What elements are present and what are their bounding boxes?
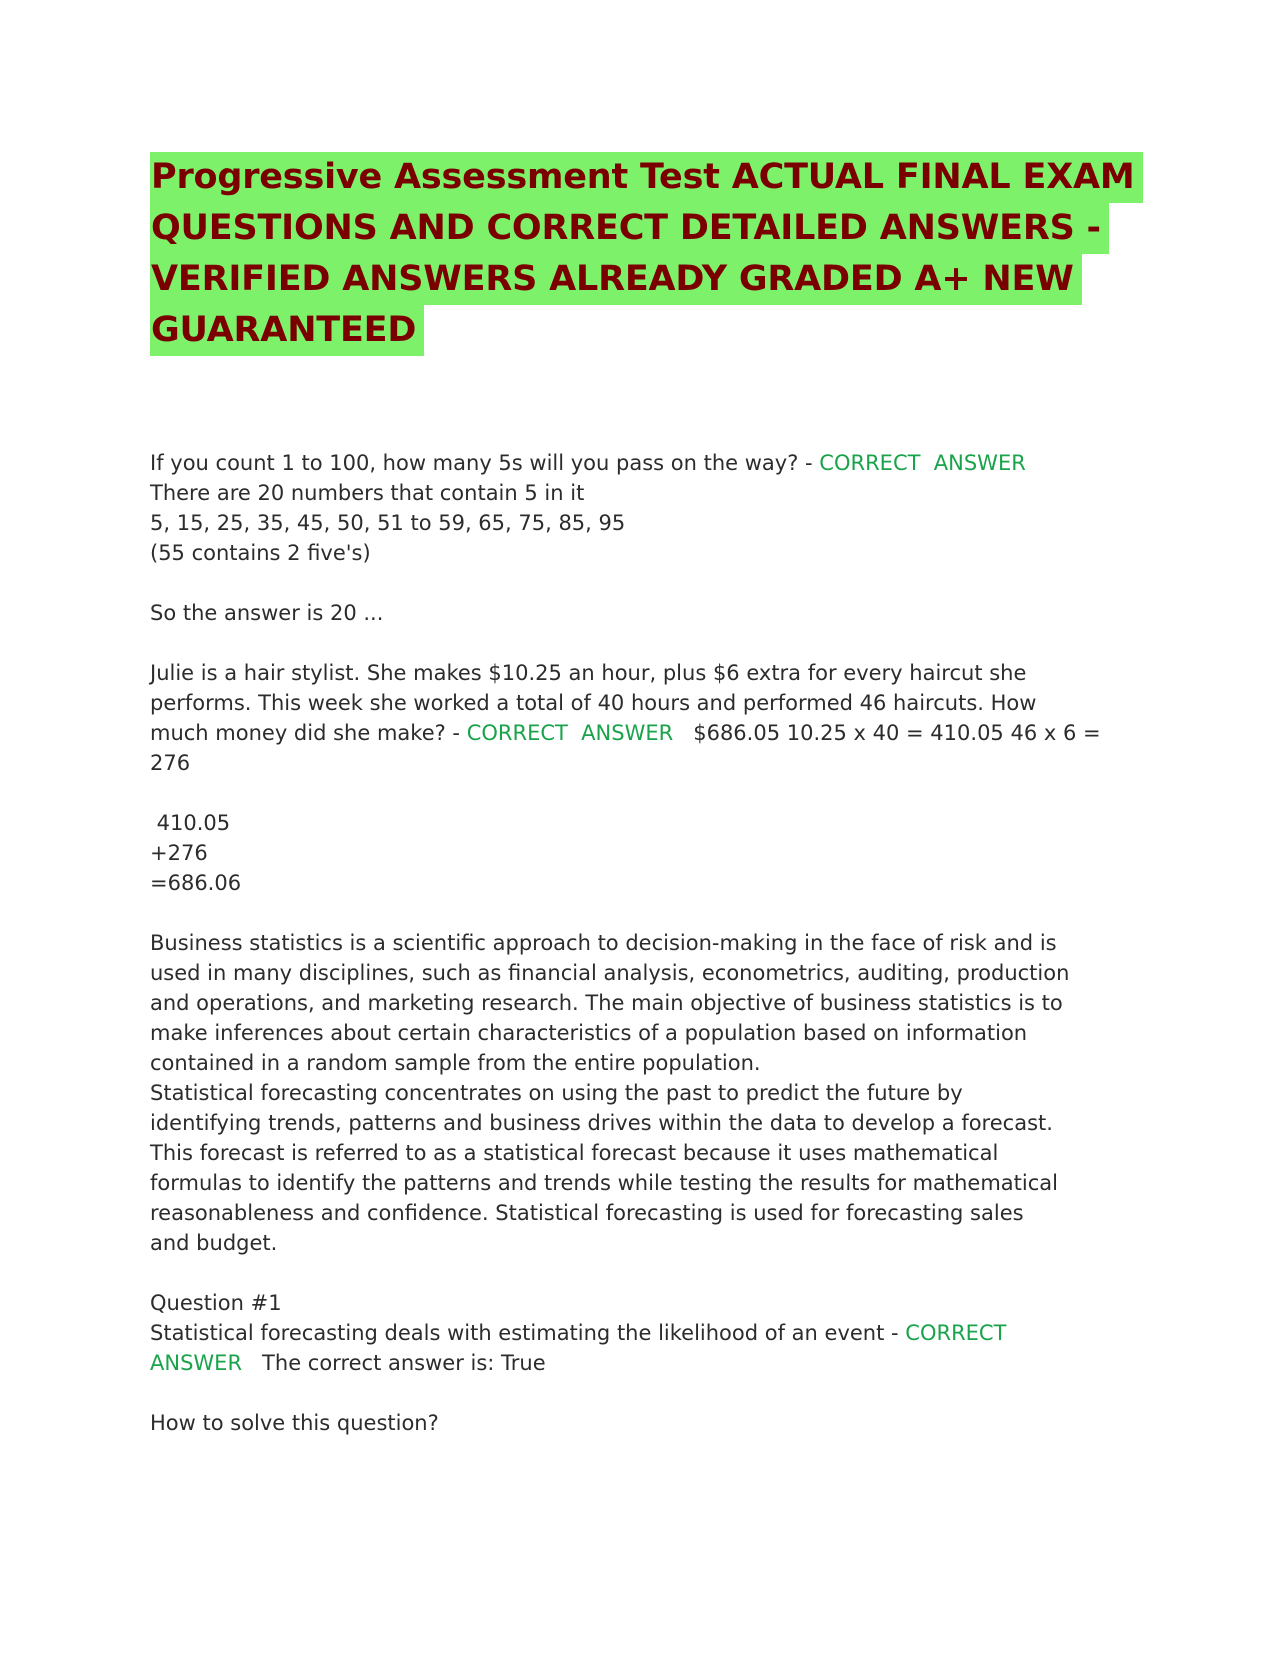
q2-calc-line-1: 410.05	[150, 811, 231, 835]
spacer	[150, 898, 1135, 928]
q3-line-2	[150, 1348, 1135, 1378]
paragraph-line-9: formulas to identify the patterns and trends while testing the results for mathematical	[150, 1171, 1058, 1195]
paragraph-line-6: Statistical forecasting concentrates on using the past to predict the future by	[150, 1081, 963, 1105]
title-line-4: GUARANTEED	[150, 305, 424, 356]
title-line-2: QUESTIONS AND CORRECT DETAILED ANSWERS -	[150, 203, 1109, 254]
q2-line-3	[150, 718, 1135, 748]
q3-answer-text: The correct answer is: True	[242, 1351, 546, 1375]
q1-answer-label: CORRECT ANSWER	[819, 451, 1026, 475]
paragraph-line-1: Business statistics is a scientific approach to decision-making in the face of risk and is	[150, 931, 1057, 955]
spacer	[150, 628, 1135, 658]
q1-question: If you count 1 to 100, how many 5s will you pass on the way? -	[150, 451, 820, 475]
spacer	[150, 1258, 1135, 1288]
q2-line-4: 276	[150, 751, 191, 775]
q1-answer-line-2: 5, 15, 25, 35, 45, 50, 51 to 59, 65, 75, 85, 95	[150, 511, 626, 535]
q2-line-2: performs. This week she worked a total of 40 hours and performed 46 haircuts. How	[150, 691, 1037, 715]
q2-calc-line-3: =686.06	[150, 871, 242, 895]
q1-answer-line-1: There are 20 numbers that contain 5 in it	[150, 481, 585, 505]
paragraph-line-11: and budget.	[150, 1231, 278, 1255]
q3-heading: Question #1	[150, 1291, 282, 1315]
paragraph-line-4: make inferences about certain characteristics of a population based on information	[150, 1021, 1028, 1045]
q2-question-end: much money did she make? -	[150, 721, 467, 745]
title-line-1: Progressive Assessment Test ACTUAL FINAL EXAM	[150, 152, 1143, 203]
q2-answer-text: $686.05 10.25 x 40 = 410.05 46 x 6 =	[673, 721, 1101, 745]
document-body	[150, 448, 1135, 1438]
paragraph-line-10: reasonableness and confidence. Statistical forecasting is used for forecasting sales	[150, 1201, 1024, 1225]
paragraph-line-3: and operations, and marketing research. The main objective of business statistics is to	[150, 991, 1063, 1015]
q1-conclusion: So the answer is 20 ...	[150, 601, 384, 625]
document-page	[150, 152, 1135, 1438]
document-title	[150, 152, 1135, 356]
spacer	[150, 568, 1135, 598]
q2-answer-label: CORRECT ANSWER	[466, 721, 674, 745]
paragraph-line-2: used in many disciplines, such as financial analysis, econometrics, auditing, production	[150, 961, 1070, 985]
paragraph-line-7: identifying trends, patterns and business drives within the data to develop a forecast.	[150, 1111, 1053, 1135]
title-line-3: VERIFIED ANSWERS ALREADY GRADED A+ NEW	[150, 254, 1082, 305]
q2-calc-line-2: +276	[150, 841, 208, 865]
q3-answer-label-part-1: CORRECT	[905, 1321, 1007, 1345]
q3-line-1	[150, 1318, 1135, 1348]
q1-answer-line-3: (55 contains 2 five's)	[150, 541, 371, 565]
spacer	[150, 778, 1135, 808]
q2-line-1: Julie is a hair stylist. She makes $10.25 an hour, plus $6 extra for every haircut she	[150, 661, 1027, 685]
spacer	[150, 1378, 1135, 1408]
paragraph-line-5: contained in a random sample from the entire population.	[150, 1051, 761, 1075]
q3-answer-label-part-2: ANSWER	[150, 1351, 243, 1375]
q3-followup: How to solve this question?	[150, 1411, 439, 1435]
q1-question-line	[150, 448, 1135, 478]
q3-question: Statistical forecasting deals with estimating the likelihood of an event -	[150, 1321, 906, 1345]
paragraph-line-8: This forecast is referred to as a statistical forecast because it uses mathematical	[150, 1141, 999, 1165]
